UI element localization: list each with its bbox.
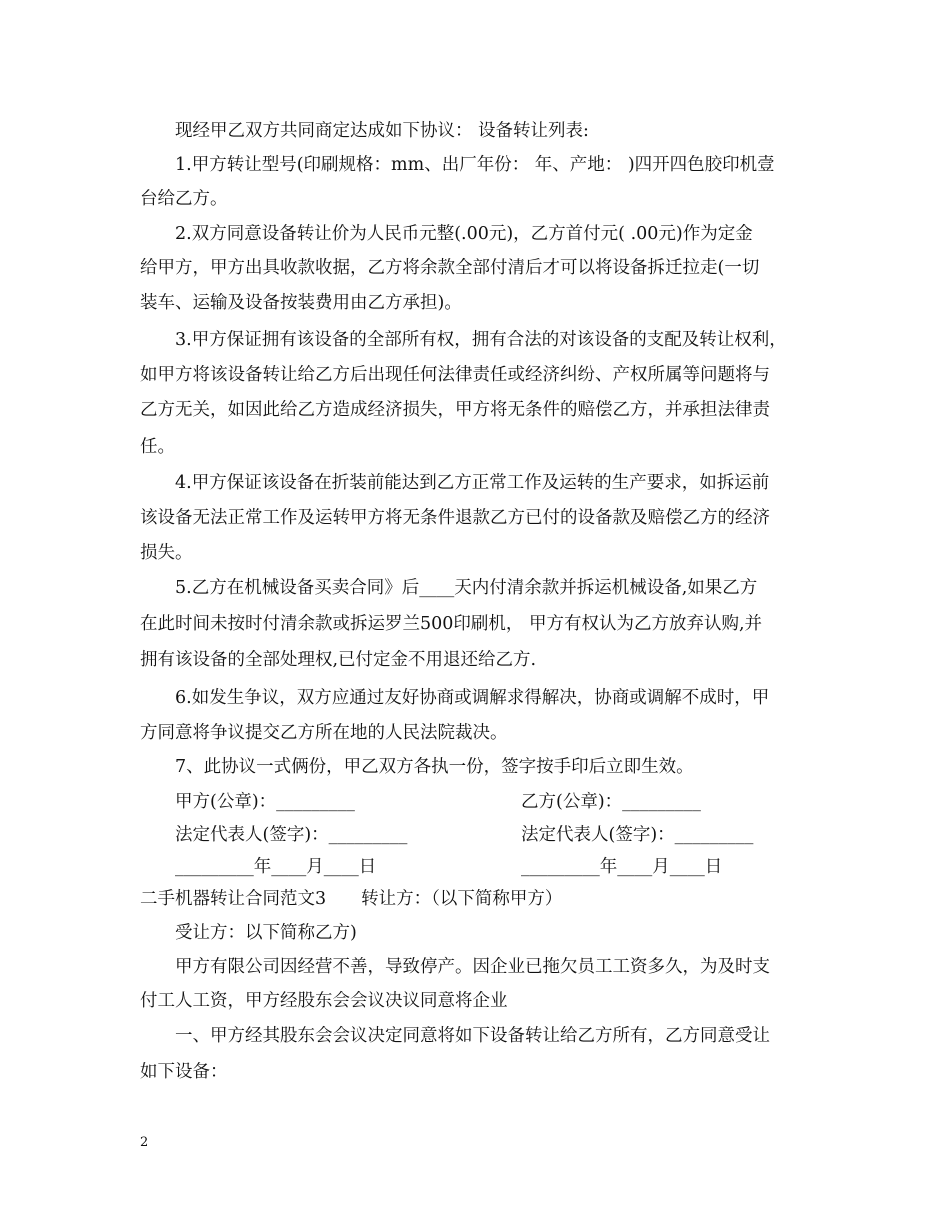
signature-rep-b: 法定代表人(签字)：_________ bbox=[521, 825, 754, 845]
text-line: 5.乙方在机械设备买卖合同》后____天内付清余款并拆运机械设备,如果乙方 bbox=[175, 578, 758, 598]
text-line: 6.如发生争议，双方应通过友好协商或调解求得解决，协商或调解不成时，甲 bbox=[175, 688, 770, 708]
text-line: 损失。 bbox=[140, 543, 193, 563]
text-line: 现经甲乙双方共同商定达成如下协议： 设备转让列表: bbox=[175, 121, 589, 141]
signature-party-a: 甲方(公章)：_________ bbox=[175, 792, 355, 812]
text-line: 受让方：以下简称乙方) bbox=[175, 923, 357, 943]
text-line: 2.双方同意设备转让价为人民币元整(.00元)，乙方首付元( .00元)作为定金 bbox=[175, 224, 753, 244]
text-line: 一、甲方经其股东会会议决定同意将如下设备转让给乙方所有，乙方同意受让 bbox=[175, 1026, 770, 1046]
signature-party-b: 乙方(公章)：_________ bbox=[521, 792, 701, 812]
text-line: 给甲方，甲方出具收款收据，乙方将余款全部付清后才可以将设备拆迁拉走(一切 bbox=[140, 258, 760, 278]
text-line: 付工人工资，甲方经股东会会议决议同意将企业 bbox=[140, 991, 508, 1011]
text-line: 4.甲方保证该设备在折装前能达到乙方正常工作及运转的生产要求，如拆运前 bbox=[175, 473, 770, 493]
text-line: 拥有该设备的全部处理权,已付定金不用退还给乙方. bbox=[140, 650, 537, 670]
section-heading: 二手机器转让合同范文3 转让方：（以下简称甲方） bbox=[140, 889, 563, 909]
text-line: 1.甲方转让型号(印刷规格：mm、出厂年份： 年、产地： )四开四色胶印机壹 bbox=[175, 155, 775, 175]
text-line: 方同意将争议提交乙方所在地的人民法院裁决。 bbox=[140, 723, 508, 743]
text-line: 台给乙方。 bbox=[140, 189, 228, 209]
text-line: 任。 bbox=[140, 437, 175, 457]
text-line: 装车、运输及设备按装费用由乙方承担)。 bbox=[140, 293, 462, 313]
text-line: 3.甲方保证拥有该设备的全部所有权，拥有合法的对该设备的支配及转让权利， bbox=[175, 330, 787, 350]
page-number: 2 bbox=[140, 1135, 149, 1150]
text-line: 如甲方将该设备转让给乙方后出现任何法律责任或经济纠纷、产权所属等问题将与 bbox=[140, 365, 770, 385]
text-line: 该设备无法正常工作及运转甲方将无条件退款乙方已付的设备款及赔偿乙方的经济 bbox=[140, 508, 770, 528]
text-line: 7、此协议一式俩份，甲乙双方各执一份，签字按手印后立即生效。 bbox=[175, 757, 694, 777]
signature-date-a: _________年____月____日 bbox=[175, 857, 377, 877]
text-line: 甲方有限公司因经营不善，导致停产。因企业已拖欠员工工资多久，为及时支 bbox=[175, 957, 770, 977]
signature-rep-a: 法定代表人(签字)：_________ bbox=[175, 825, 408, 845]
text-line: 在此时间未按时付清余款或拆运罗兰500印刷机， 甲方有权认为乙方放弃认购,并 bbox=[140, 614, 763, 634]
text-line: 如下设备： bbox=[140, 1062, 228, 1082]
signature-date-b: _________年____月____日 bbox=[521, 857, 723, 877]
text-line: 乙方无关，如因此给乙方造成经济损失，甲方将无条件的赔偿乙方，并承担法律责 bbox=[140, 400, 770, 420]
